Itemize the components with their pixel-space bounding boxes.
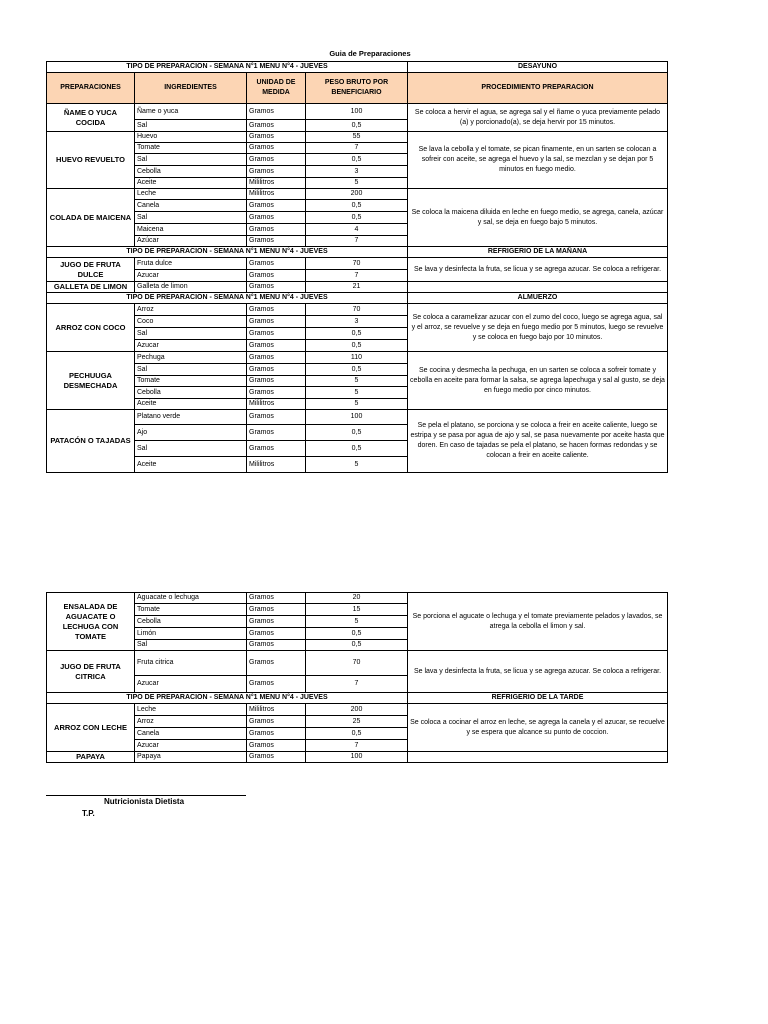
ingredient-cell: Galleta de limon	[135, 282, 247, 293]
unit-cell: Gramos	[247, 270, 306, 282]
unit-cell: Gramos	[247, 328, 306, 340]
procedure-cell: Se cocina y desmecha la pechuga, en un sarten se coloca a sofreir tomate y cebolla en aceite para formar la salsa, se agrega lapechuga y sal al gusto, se deja en fuego medio por cinco minutos.	[408, 352, 668, 410]
unit-cell: Gramos	[247, 316, 306, 328]
table-row	[47, 282, 668, 293]
unit-cell: Gramos	[247, 387, 306, 399]
signature-line	[46, 795, 246, 796]
table-row	[47, 704, 668, 716]
quantity-cell: 70	[306, 651, 408, 676]
quantity-cell: 0,5	[306, 728, 408, 740]
quantity-cell: 5	[306, 387, 408, 399]
ingredient-cell: Aguacate o lechuga	[135, 593, 247, 604]
ingredient-cell: Arroz	[135, 716, 247, 728]
quantity-cell: 110	[306, 352, 408, 364]
quantity-cell: 0,5	[306, 200, 408, 212]
section-header-row	[47, 247, 668, 258]
section-header-row	[47, 693, 668, 704]
ingredient-cell: Cebolla	[135, 387, 247, 399]
ingredient-cell: Cebolla	[135, 166, 247, 178]
unit-cell: Gramos	[247, 120, 306, 132]
table-1-body	[47, 104, 668, 473]
ingredient-cell: Fruta dulce	[135, 258, 247, 270]
ingredient-cell: Leche	[135, 704, 247, 716]
preparation-name: PATACÓN O TAJADAS	[47, 410, 135, 473]
preparation-name: COLADA DE MAICENA	[47, 189, 135, 247]
unit-cell: Gramos	[247, 340, 306, 352]
preparation-name: ARROZ CON LECHE	[47, 704, 135, 752]
ingredient-cell: Leche	[135, 189, 247, 200]
ingredient-cell: Fruta citrica	[135, 651, 247, 676]
quantity-cell: 7	[306, 270, 408, 282]
preparation-name: ARROZ CON COCO	[47, 304, 135, 352]
quantity-cell: 0,5	[306, 425, 408, 441]
unit-cell: Gramos	[247, 212, 306, 224]
ingredient-cell: Sal	[135, 120, 247, 132]
ingredient-cell: Ajo	[135, 425, 247, 441]
meal-label-desayuno: DESAYUNO	[408, 62, 668, 73]
unit-cell: Gramos	[247, 752, 306, 763]
preparation-name: JUGO DE FRUTA DULCE	[47, 258, 135, 282]
signature-role: Nutricionista Dietista	[104, 797, 185, 806]
quantity-cell: 0,5	[306, 364, 408, 376]
quantity-cell: 25	[306, 716, 408, 728]
procedure-cell	[408, 282, 668, 293]
section-header-row	[47, 293, 668, 304]
section-label: TIPO DE PREPARACION - SEMANA N°1 MENU N°4 - JUEVES	[47, 293, 408, 304]
unit-cell: Gramos	[247, 224, 306, 236]
preparations-table-2	[46, 592, 668, 763]
ingredient-cell: Aceite	[135, 457, 247, 473]
preparation-name: PAPAYA	[47, 752, 135, 763]
ingredient-cell: Sal	[135, 364, 247, 376]
ingredient-cell: Azucar	[135, 740, 247, 752]
quantity-cell: 0,5	[306, 441, 408, 457]
quantity-cell: 4	[306, 224, 408, 236]
quantity-cell: 7	[306, 143, 408, 154]
procedure-cell: Se lava y desinfecta la fruta, se licua y se agrega azucar. Se coloca a refrigerar.	[408, 651, 668, 693]
ingredient-cell: Canela	[135, 728, 247, 740]
unit-cell: Mililitros	[247, 457, 306, 473]
unit-cell: Gramos	[247, 593, 306, 604]
quantity-cell: 15	[306, 604, 408, 616]
procedure-cell: Se lava y desinfecta la fruta, se licua y se agrega azucar. Se coloca a refrigerar.	[408, 258, 668, 282]
ingredient-cell: Azucar	[135, 270, 247, 282]
quantity-cell: 21	[306, 282, 408, 293]
signature-tp: T.P.	[82, 809, 95, 818]
unit-cell: Gramos	[247, 104, 306, 120]
column-header: PREPARACIONES	[47, 73, 135, 104]
unit-cell: Gramos	[247, 304, 306, 316]
quantity-cell: 5	[306, 399, 408, 410]
quantity-cell: 5	[306, 178, 408, 189]
unit-cell: Gramos	[247, 258, 306, 270]
section-label: TIPO DE PREPARACION - SEMANA N°1 MENU N°4 - JUEVES	[47, 693, 408, 704]
procedure-cell	[408, 752, 668, 763]
table-row	[47, 410, 668, 425]
quantity-cell: 0,5	[306, 640, 408, 651]
ingredient-cell: Tomate	[135, 604, 247, 616]
unit-cell: Gramos	[247, 616, 306, 628]
page-title: Guia de Preparaciones	[329, 49, 411, 58]
ingredient-cell: Azucar	[135, 676, 247, 693]
column-header: UNIDAD DE MEDIDA	[247, 73, 306, 104]
ingredient-cell: Tomate	[135, 143, 247, 154]
quantity-cell: 7	[306, 676, 408, 693]
meal-label-almuerzo: ALMUERZO	[408, 293, 668, 304]
unit-cell: Gramos	[247, 651, 306, 676]
unit-cell: Gramos	[247, 364, 306, 376]
unit-cell: Gramos	[247, 628, 306, 640]
column-header-row	[47, 73, 668, 104]
table-row	[47, 189, 668, 200]
unit-cell: Gramos	[247, 728, 306, 740]
ingredient-cell: Azúcar	[135, 236, 247, 247]
quantity-cell: 70	[306, 258, 408, 270]
ingredient-cell: Canela	[135, 200, 247, 212]
ingredient-cell: Platano verde	[135, 410, 247, 425]
procedure-cell: Se porciona el agucate o lechuga y el tomate previamente pelados y lavados, se atrega la cebolla el limon y sal.	[408, 593, 668, 651]
unit-cell: Mililitros	[247, 189, 306, 200]
ingredient-cell: Sal	[135, 212, 247, 224]
preparation-name: GALLETA DE LIMON	[47, 282, 135, 293]
ingredient-cell: Sal	[135, 441, 247, 457]
unit-cell: Gramos	[247, 132, 306, 143]
preparation-name: HUEVO REVUELTO	[47, 132, 135, 189]
unit-cell: Gramos	[247, 376, 306, 387]
quantity-cell: 0,5	[306, 328, 408, 340]
quantity-cell: 200	[306, 189, 408, 200]
preparations-table-1	[46, 61, 668, 473]
quantity-cell: 7	[306, 236, 408, 247]
ingredient-cell: Sal	[135, 640, 247, 651]
preparation-name: ÑAME O YUCA COCIDA	[47, 104, 135, 132]
table-row	[47, 593, 668, 604]
unit-cell: Gramos	[247, 236, 306, 247]
quantity-cell: 0,5	[306, 154, 408, 166]
quantity-cell: 70	[306, 304, 408, 316]
column-header: INGREDIENTES	[135, 73, 247, 104]
quantity-cell: 0,5	[306, 212, 408, 224]
table-row	[47, 104, 668, 120]
unit-cell: Gramos	[247, 676, 306, 693]
unit-cell: Mililitros	[247, 399, 306, 410]
unit-cell: Gramos	[247, 282, 306, 293]
unit-cell: Gramos	[247, 200, 306, 212]
ingredient-cell: Aceite	[135, 399, 247, 410]
unit-cell: Gramos	[247, 441, 306, 457]
ingredient-cell: Huevo	[135, 132, 247, 143]
quantity-cell: 200	[306, 704, 408, 716]
ingredient-cell: Papaya	[135, 752, 247, 763]
quantity-cell: 3	[306, 316, 408, 328]
preparation-name: PECHUUGA DESMECHADA	[47, 352, 135, 410]
ingredient-cell: Sal	[135, 154, 247, 166]
ingredient-cell: Maicena	[135, 224, 247, 236]
procedure-cell: Se pela el platano, se porciona y se coloca a freir en aceite caliente, luego se estripa y se pasa por agua de ajo y sal, se pasa nuevamente por aceite hasta que doren. En caso de tajadas se pela el platano, se hacen formas redondas y se colocan a freir en aceite caliente.	[408, 410, 668, 473]
procedure-cell: Se coloca la maicena diluida en leche en fuego medio, se agrega, canela, azúcar y sal, se deja en fuego bajo 5 minutos.	[408, 189, 668, 247]
unit-cell: Gramos	[247, 716, 306, 728]
ingredient-cell: Aceite	[135, 178, 247, 189]
quantity-cell: 0,5	[306, 628, 408, 640]
preparation-name: ENSALADA DE AGUACATE O LECHUGA CON TOMATE	[47, 593, 135, 651]
quantity-cell: 20	[306, 593, 408, 604]
section-label: TIPO DE PREPARACION - SEMANA N°1 MENU N°4 - JUEVES	[47, 247, 408, 258]
unit-cell: Gramos	[247, 410, 306, 425]
unit-cell: Mililitros	[247, 704, 306, 716]
ingredient-cell: Azucar	[135, 340, 247, 352]
procedure-cell: Se coloca a hervir el agua, se agrega sal y el ñame o yuca previamente pelado (a) y porcionado(a), se deja hervir por 15 minutos.	[408, 104, 668, 132]
unit-cell: Gramos	[247, 640, 306, 651]
table-row	[47, 651, 668, 676]
unit-cell: Gramos	[247, 352, 306, 364]
meal-label-refrigerio-tarde: REFRIGERIO DE LA TARDE	[408, 693, 668, 704]
table-row	[47, 752, 668, 763]
column-header: PESO BRUTO POR BENEFICIARIO	[306, 73, 408, 104]
table-row	[47, 352, 668, 364]
quantity-cell: 100	[306, 752, 408, 763]
unit-cell: Gramos	[247, 425, 306, 441]
quantity-cell: 100	[306, 104, 408, 120]
unit-cell: Mililitros	[247, 178, 306, 189]
procedure-cell: Se coloca a cocinar el arroz en leche, se agrega la canela y el azucar, se recuelve y se espera que alcance su punto de coccion.	[408, 704, 668, 752]
ingredient-cell: Limón	[135, 628, 247, 640]
column-header: PROCEDIMIENTO PREPARACION	[408, 73, 668, 104]
ingredient-cell: Coco	[135, 316, 247, 328]
procedure-cell: Se lava la cebolla y el tomate, se pican finamente, en un sarten se colocan a sofreir con aceite, se agrega el huevo y la sal, se mezclan y se dejan por 5 minutos en fuego medio.	[408, 132, 668, 189]
quantity-cell: 5	[306, 616, 408, 628]
unit-cell: Gramos	[247, 740, 306, 752]
unit-cell: Gramos	[247, 154, 306, 166]
quantity-cell: 0,5	[306, 340, 408, 352]
ingredient-cell: Sal	[135, 328, 247, 340]
quantity-cell: 7	[306, 740, 408, 752]
procedure-cell: Se coloca a caramelizar azucar con el zumo del coco, luego se agrega agua, sal y el arroz, se revuelve y se deja en fuego medio por 5 minutos, luego se revuelve y se coloca en fuego bajo por 10 minutos.	[408, 304, 668, 352]
ingredient-cell: Pechuga	[135, 352, 247, 364]
quantity-cell: 5	[306, 457, 408, 473]
ingredient-cell: Arroz	[135, 304, 247, 316]
quantity-cell: 0,5	[306, 120, 408, 132]
quantity-cell: 100	[306, 410, 408, 425]
quantity-cell: 5	[306, 376, 408, 387]
table-row	[47, 304, 668, 316]
ingredient-cell: Ñame o yuca	[135, 104, 247, 120]
unit-cell: Gramos	[247, 143, 306, 154]
ingredient-cell: Tomate	[135, 376, 247, 387]
section-header-row	[47, 62, 668, 73]
section-label: TIPO DE PREPARACION - SEMANA N°1 MENU N°4 - JUEVES	[47, 62, 408, 73]
unit-cell: Gramos	[247, 604, 306, 616]
table-row	[47, 132, 668, 143]
quantity-cell: 55	[306, 132, 408, 143]
preparation-name: JUGO DE FRUTA CITRICA	[47, 651, 135, 693]
quantity-cell: 3	[306, 166, 408, 178]
ingredient-cell: Cebolla	[135, 616, 247, 628]
meal-label-refrigerio-manana: REFRIGERIO DE LA MAÑANA	[408, 247, 668, 258]
table-2-body	[47, 593, 668, 763]
unit-cell: Gramos	[247, 166, 306, 178]
table-row	[47, 258, 668, 270]
